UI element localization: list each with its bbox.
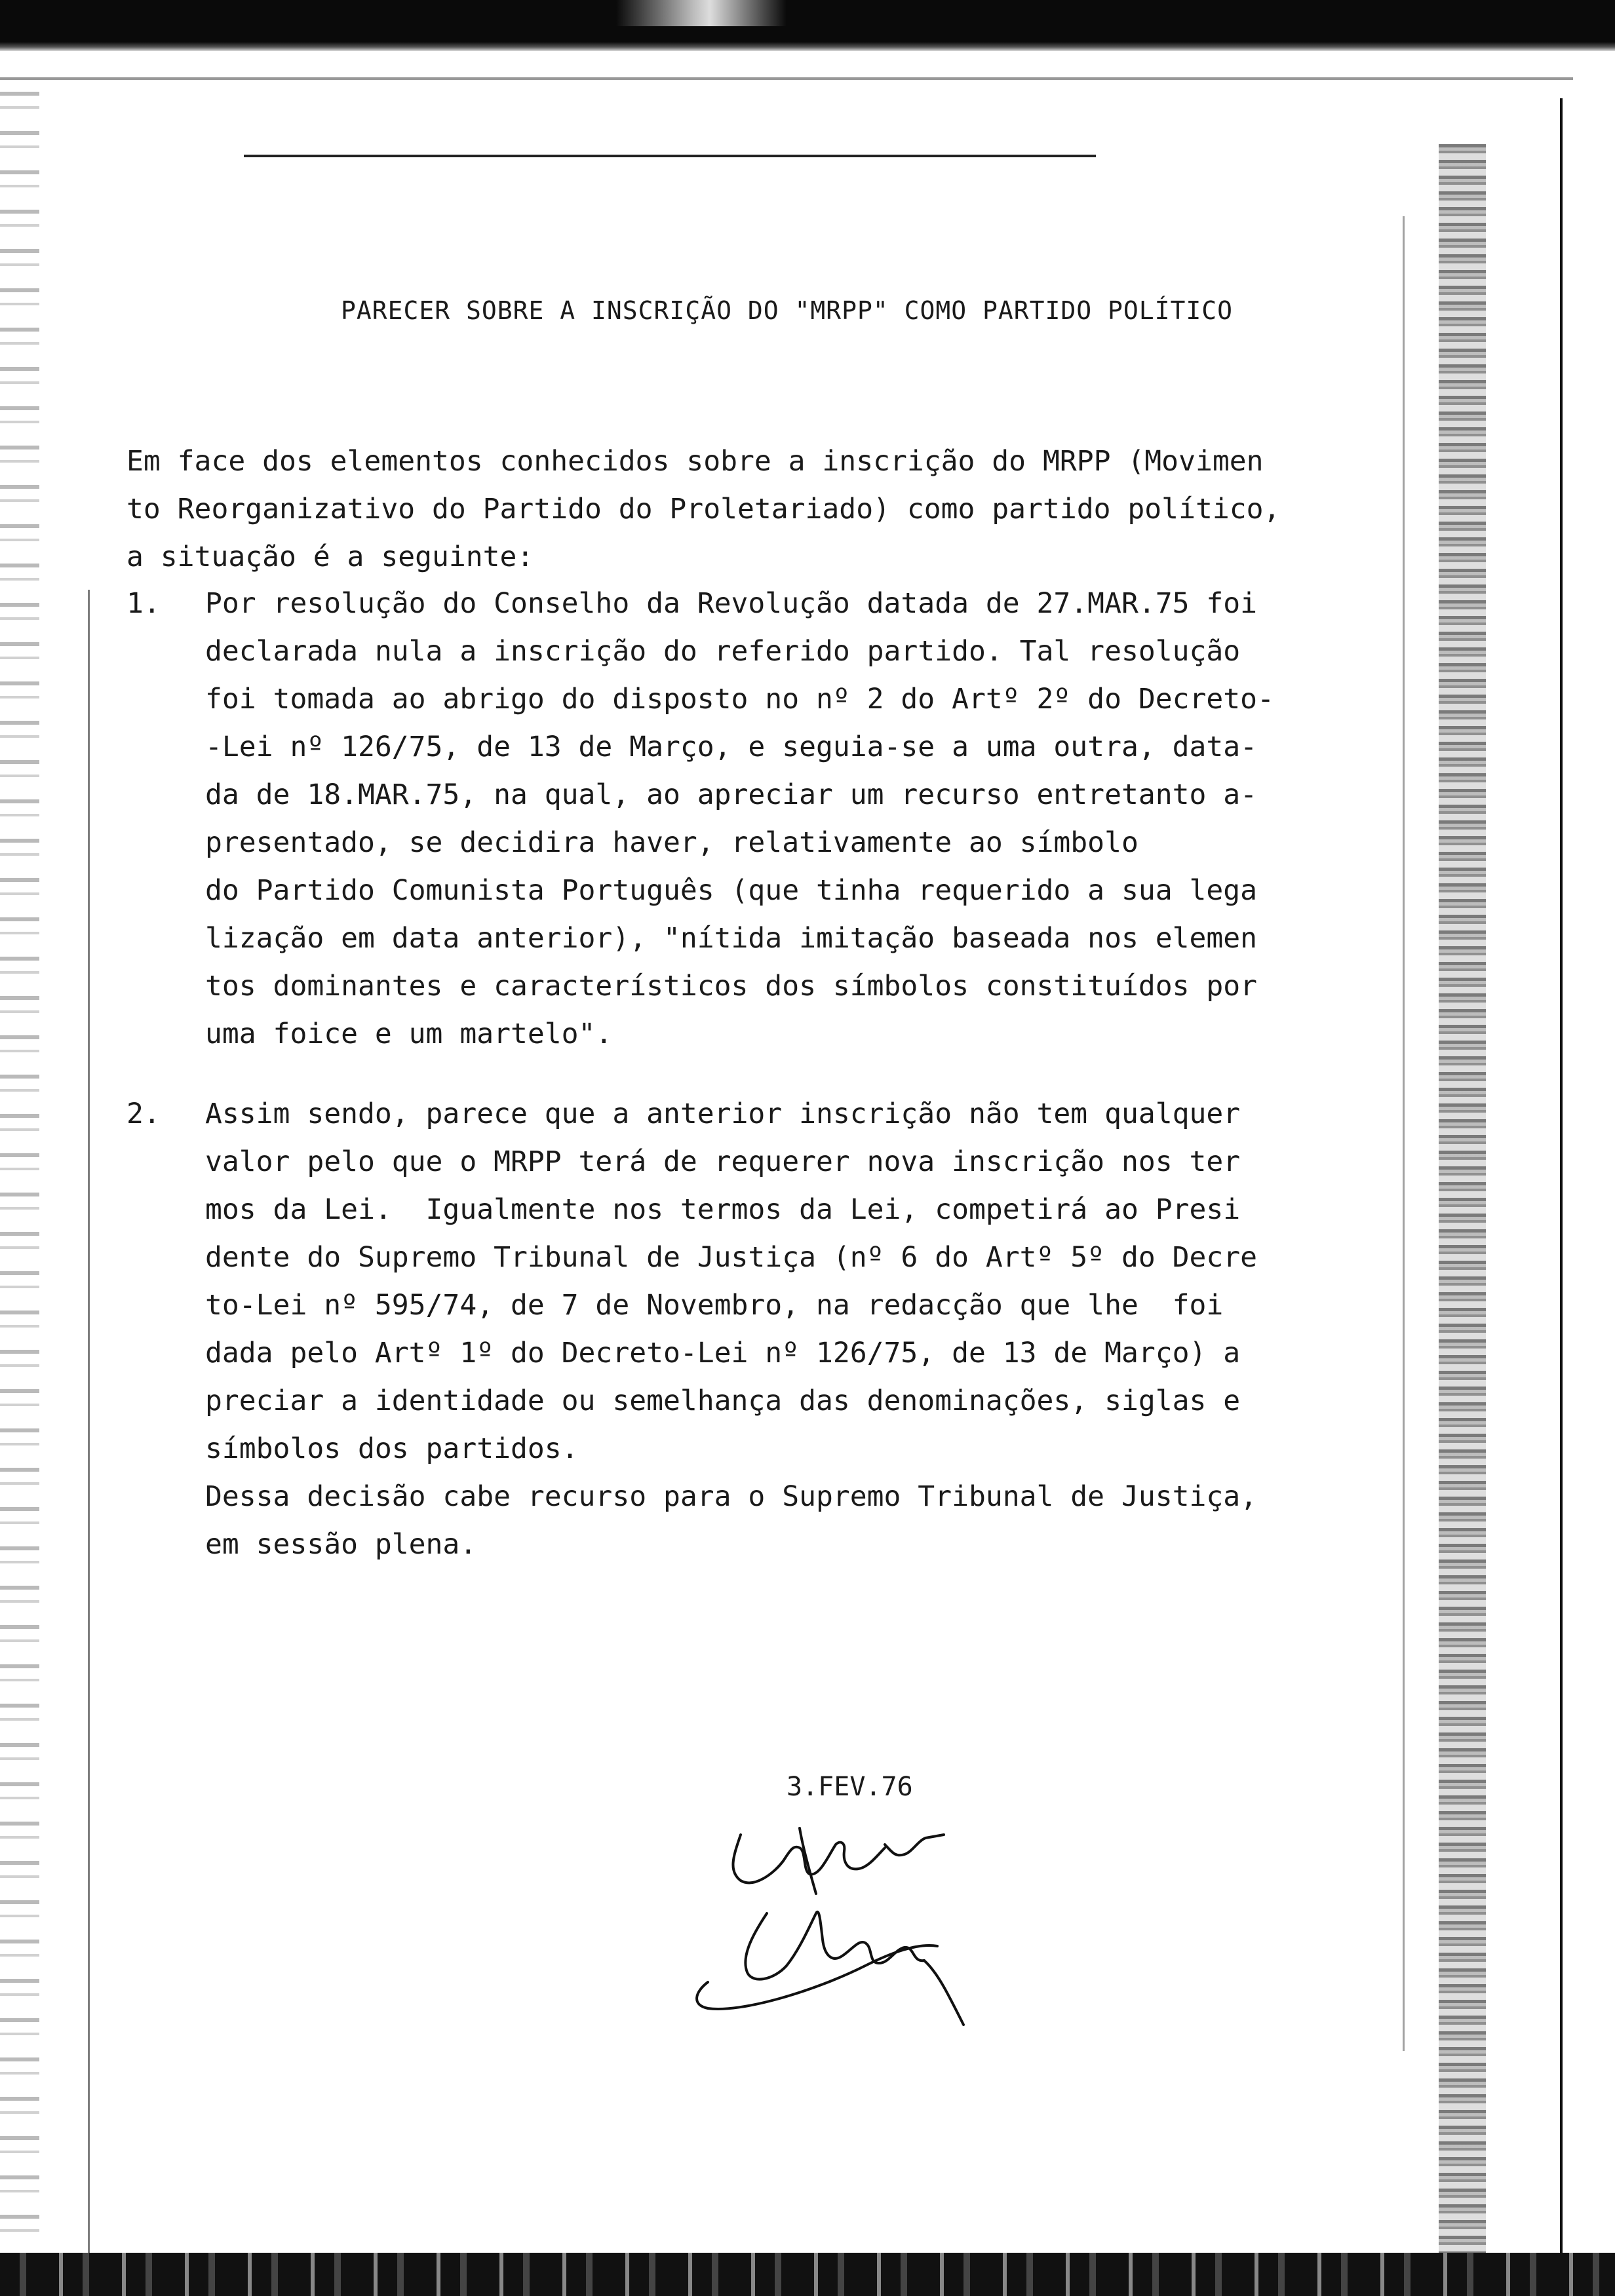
document-date: 3.FEV.76 [787,1772,913,1802]
handwritten-signature [669,1808,970,2031]
scan-left-edge-line [88,590,90,2293]
scan-far-right-edge [1560,98,1563,2293]
item-1-text: Por resolução do Conselho da Revolução datada de 27.MAR.75 foi declarada nula a inscrição do referido partido. Tal resolução foi tomada ao abrigo do disposto no nº 2 do Artº 2º do Decreto- -Lei nº 126/75, de 13 de Março, e seguia-se a uma outra, data- da de 18.MAR.75, na qual, ao apreciar um recurso entretanto a- presentado, se decidira haver, relativamente ao símbolo do Partido Comunista Português (que tinha requerido a sua lega lização em data anterior), "nítida imitação baseada nos elemen tos dominantes e característicos dos símbolos constituídos por uma foice e um martelo". [205,587,1274,1050]
scan-top-border [0,0,1615,51]
scan-top-artifact [616,0,787,26]
item-2-text: Assim sendo, parece que a anterior inscrição não tem qualquer valor pelo que o MRPP terá de requerer nova inscrição nos ter mos da Lei. Igualmente nos termos da Lei, competirá ao Presi dente do Supremo Tribunal de Justiça (nº 6 do Artº 5º do Decre to-Lei nº 595/74, de 7 de Novembro, na redacção que lhe foi dada pelo Artº 1º do Decreto-Lei nº 126/75, de 13 de Março) a preciar a identidade ou semelhança das denominações, siglas e símbolos dos partidos. Dessa decisão cabe recurso para o Supremo Tribunal de Justiça, em sessão plena. [205,1098,1258,1561]
document-title: PARECER SOBRE A INSCRIÇÃO DO "MRPP" COMO PARTIDO POLÍTICO [341,296,1234,325]
scan-line-artifact [0,77,1573,80]
scan-left-edge [0,92,39,2254]
scan-right-edge [1439,144,1486,2274]
scan-right-edge-line [1403,216,1405,2051]
scan-bottom-border [0,2253,1615,2296]
header-rule [244,155,1096,157]
intro-paragraph: Em face dos elementos conhecidos sobre a inscrição do MRPP (Movimen to Reorganizativo do Partido do Proletariado) como partido político, a situação é a seguinte: [126,445,1281,573]
item-1-number: 1. [126,587,161,620]
item-2-number: 2. [126,1098,161,1130]
